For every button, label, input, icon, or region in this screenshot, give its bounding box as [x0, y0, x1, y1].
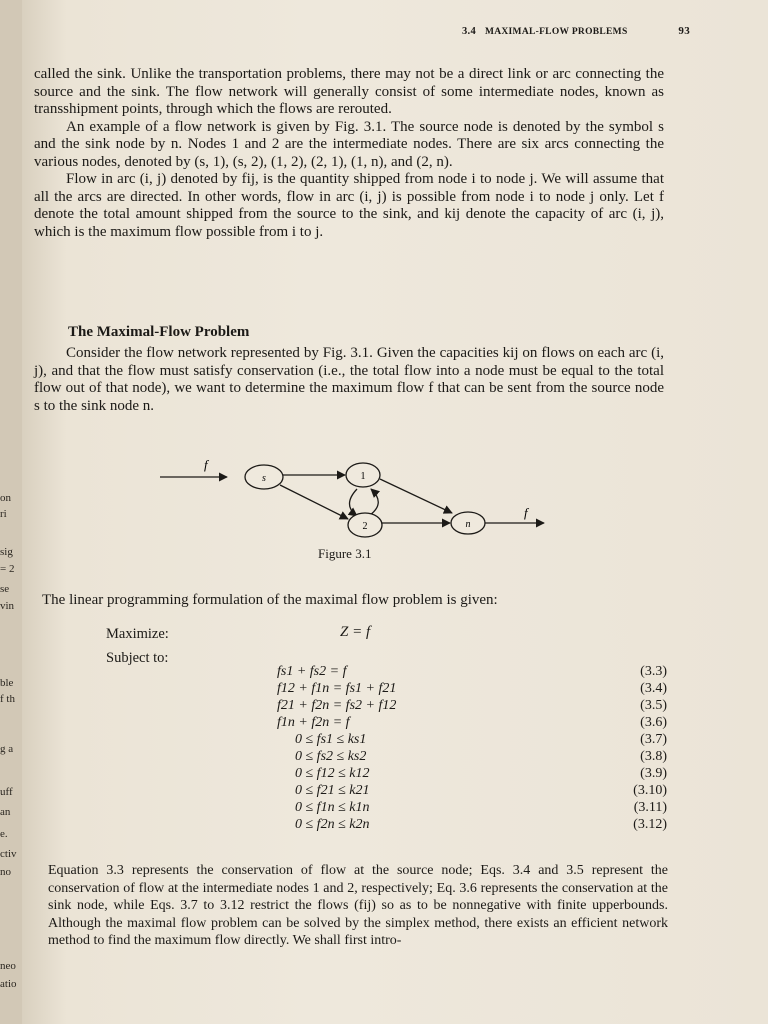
margin-fragment: e.	[0, 828, 8, 840]
equation-number: (3.11)	[633, 800, 667, 815]
figure-caption: Figure 3.1	[318, 546, 372, 561]
constraint-row	[277, 783, 667, 800]
constraint-expression: 0 ≤ f12 ≤ k12	[295, 766, 370, 781]
section-heading: The Maximal-Flow Problem	[68, 324, 250, 340]
paragraph-equation-explanation: Equation 3.3 represents the conservation of flow at the source node; Eqs. 3.4 and 3.5 represent the conservation of flow at the intermediate nodes 1 and 2, respectively; Eq. 3.6 represents the conservation at the sink node, while Eqs. 3.7 to 3.12 restrict the flows (fij) so as to be nonnegative with finite upperbounds. Although the maximal flow problem can be solved by the simplex method, there exists an efficient network method to find the maximum flow directly. We shall first intro-	[48, 863, 668, 948]
paragraph-sink-definition: called the sink. Unlike the transportation problems, there may not be a direct link or arc connecting the source and the sink. The flow network will generally consist of some intermediate nodes, known as transshipment points, through which the flows are rerouted.	[34, 66, 664, 117]
margin-fragment: = 2	[0, 563, 15, 575]
equation-number: (3.3)	[640, 664, 667, 679]
equation-number: (3.6)	[640, 715, 667, 730]
node-n-label: n	[465, 519, 471, 530]
arc-1-2	[350, 489, 358, 516]
constraint-expression: f1n + f2n = f	[277, 715, 350, 730]
constraint-expression: 0 ≤ f21 ≤ k21	[295, 783, 370, 798]
maximize-label: Maximize:	[106, 626, 169, 642]
margin-fragment: ri	[0, 508, 7, 520]
book-page	[22, 0, 768, 1024]
margin-fragment: atio	[0, 978, 17, 990]
node-2-label: 2	[362, 521, 368, 532]
margin-fragment: no	[0, 866, 11, 878]
equation-number: (3.4)	[640, 681, 667, 696]
margin-fragment: uff	[0, 786, 13, 798]
equation-number: (3.9)	[640, 766, 667, 781]
flow-network-diagram	[152, 455, 552, 545]
section-number: 3.4	[462, 26, 477, 37]
margin-fragment: f th	[0, 693, 15, 705]
equation-number: (3.12)	[633, 817, 667, 832]
margin-fragment: an	[0, 806, 11, 818]
constraint-expression: 0 ≤ fs1 ≤ ks1	[295, 732, 367, 747]
margin-fragment: vin	[0, 600, 15, 612]
outflow-label: f	[524, 505, 528, 520]
margin-fragment: ctiv	[0, 848, 17, 860]
arc-2-1	[370, 489, 378, 515]
arc-1-n	[380, 479, 452, 513]
inflow-label: f	[204, 457, 208, 472]
margin-fragment: ble	[0, 677, 14, 689]
constraint-expression: f12 + f1n = fs1 + f21	[277, 681, 397, 696]
running-title: MAXIMAL-FLOW PROBLEMS	[484, 27, 628, 37]
equation-number: (3.7)	[640, 732, 667, 747]
running-header	[462, 26, 702, 37]
margin-fragment: se	[0, 583, 10, 595]
page-number: 93	[678, 25, 690, 37]
constraint-row	[277, 732, 667, 749]
constraint-expression: f21 + f2n = fs2 + f12	[277, 698, 397, 713]
constraint-expression: 0 ≤ fs2 ≤ ks2	[295, 749, 367, 764]
node-s-label: s	[262, 473, 266, 484]
equation-number: (3.5)	[640, 698, 667, 713]
constraint-expression: fs1 + fs2 = f	[277, 664, 347, 679]
node-1-label: 1	[360, 471, 366, 482]
margin-fragment: sig	[0, 546, 13, 558]
body-text-bottom	[48, 862, 668, 950]
constraint-row	[277, 715, 667, 732]
constraint-row	[277, 698, 667, 715]
constraint-expression: 0 ≤ f2n ≤ k2n	[295, 817, 370, 832]
margin-fragment: neo	[0, 960, 16, 972]
margin-fragment: on	[0, 492, 11, 504]
lp-intro: The linear programming formulation of the maximal flow problem is given:	[42, 592, 498, 608]
objective-function: Z = f	[340, 624, 371, 640]
margin-fragment: g a	[0, 743, 14, 755]
body-text-section	[34, 345, 664, 415]
constraint-list	[277, 664, 667, 834]
arc-s-2	[280, 485, 348, 519]
constraint-row	[277, 749, 667, 766]
subject-to-label: Subject to:	[106, 650, 169, 666]
paragraph-flow-network-example: An example of a flow network is given by Fig. 3.1. The source node is denoted by the symbol s and the sink node by n. Nodes 1 and 2 are the intermediate nodes. There are six arcs connecting the various nodes, denoted by (s, 1), (s, 2), (1, 2), (2, 1), (1, n), and (2, n).	[34, 118, 664, 170]
constraint-row	[277, 817, 667, 834]
equation-number: (3.10)	[633, 783, 667, 798]
body-text-top	[34, 66, 664, 241]
constraint-row	[277, 681, 667, 698]
constraint-row	[277, 766, 667, 783]
equation-number: (3.8)	[640, 749, 667, 764]
paragraph-maximal-flow-problem: Consider the flow network represented by Fig. 3.1. Given the capacities kij on flows on each arc (i, j), and that the flow must satisfy conservation (i.e., the total flow into a node must be equal to the total flow out of that node), we want to determine the maximum flow f that can be sent from the source node s to the sink node n.	[34, 345, 664, 414]
facing-page-margin	[0, 0, 22, 1024]
constraint-row	[277, 664, 667, 681]
paragraph-flow-definition: Flow in arc (i, j) denoted by fij, is the quantity shipped from node i to node j. We will assume that all the arcs are directed. In other words, flow in arc (i, j) is possible from node i to node j only. Let f denote the total amount shipped from the source to the sink, and kij denote the capacity of arc (i, j), which is the maximum flow possible from i to j.	[34, 171, 664, 240]
constraint-row	[277, 800, 667, 817]
constraint-expression: 0 ≤ f1n ≤ k1n	[295, 800, 370, 815]
